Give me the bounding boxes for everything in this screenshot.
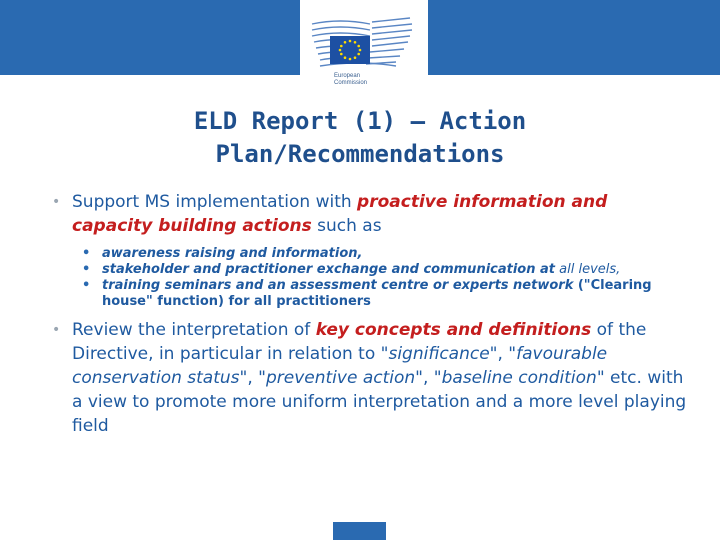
- sub-bullet-marker: •: [82, 278, 91, 293]
- sub-bullet-awareness: [80, 246, 690, 262]
- ec-logo-line2: Commission: [334, 80, 368, 86]
- slide-title-line1: ELD Report (1) – Action: [193, 107, 527, 135]
- bullet2-text: Review the interpretation of: [72, 320, 316, 340]
- ec-logo: [300, 0, 428, 92]
- sub-bullet-text: stakeholder and practitioner exchange and communication at: [102, 262, 556, 277]
- sub-bullet-marker: •: [82, 262, 91, 277]
- bullet2-sep-2: ", ": [239, 368, 266, 388]
- bullet2-text-end: " etc. with a view to promote more uniform interpretation and a more level playing field: [72, 368, 687, 436]
- sub-bullet-marker: •: [82, 246, 91, 261]
- bullet1-text-end: such as: [311, 216, 382, 236]
- sub-bullet-text-3: ("Clearing house" function) for all practitioners: [102, 278, 652, 309]
- footer-tab: [333, 522, 386, 540]
- bullet1-emphasis: proactive information and capacity building actions: [72, 192, 608, 236]
- sub-bullet-list: [80, 246, 690, 310]
- slide-content: [50, 190, 690, 438]
- term-preventive-action: preventive action: [265, 368, 416, 388]
- sub-bullet-stakeholder: [80, 262, 690, 278]
- bullet-review-interpretation: [50, 318, 690, 438]
- term-significance: significance: [388, 344, 490, 364]
- bullet1-text: Support MS implementation with: [72, 192, 358, 212]
- sub-bullet-text: training seminars: [102, 278, 232, 293]
- bullet2-sep-1: ", ": [489, 344, 517, 364]
- slide-title: [60, 105, 660, 171]
- slide-title-line2: Plan/Recommendations: [215, 140, 505, 168]
- sub-bullet-text: awareness raising and information,: [102, 246, 363, 261]
- bullet2-text-2: of the Directive, in particular in relation to ": [72, 320, 647, 364]
- bullet-support-ms: [50, 190, 690, 238]
- term-baseline-condition: baseline condition: [441, 368, 597, 388]
- bullet2-sep-3: ", ": [415, 368, 442, 388]
- sub-bullet-training: [80, 278, 690, 310]
- bullet-marker: •: [52, 194, 61, 210]
- ec-logo-line1: European: [334, 73, 361, 79]
- bullet-marker: •: [52, 322, 61, 338]
- term-favourable-status: favourable conservation status: [72, 344, 608, 388]
- bullet2-emphasis: key concepts and definitions: [315, 320, 592, 340]
- sub-bullet-text-plain: all levels,: [555, 262, 621, 277]
- sub-bullet-text-2: and an assessment centre or experts network: [231, 278, 574, 293]
- ec-logo-text: [334, 73, 394, 87]
